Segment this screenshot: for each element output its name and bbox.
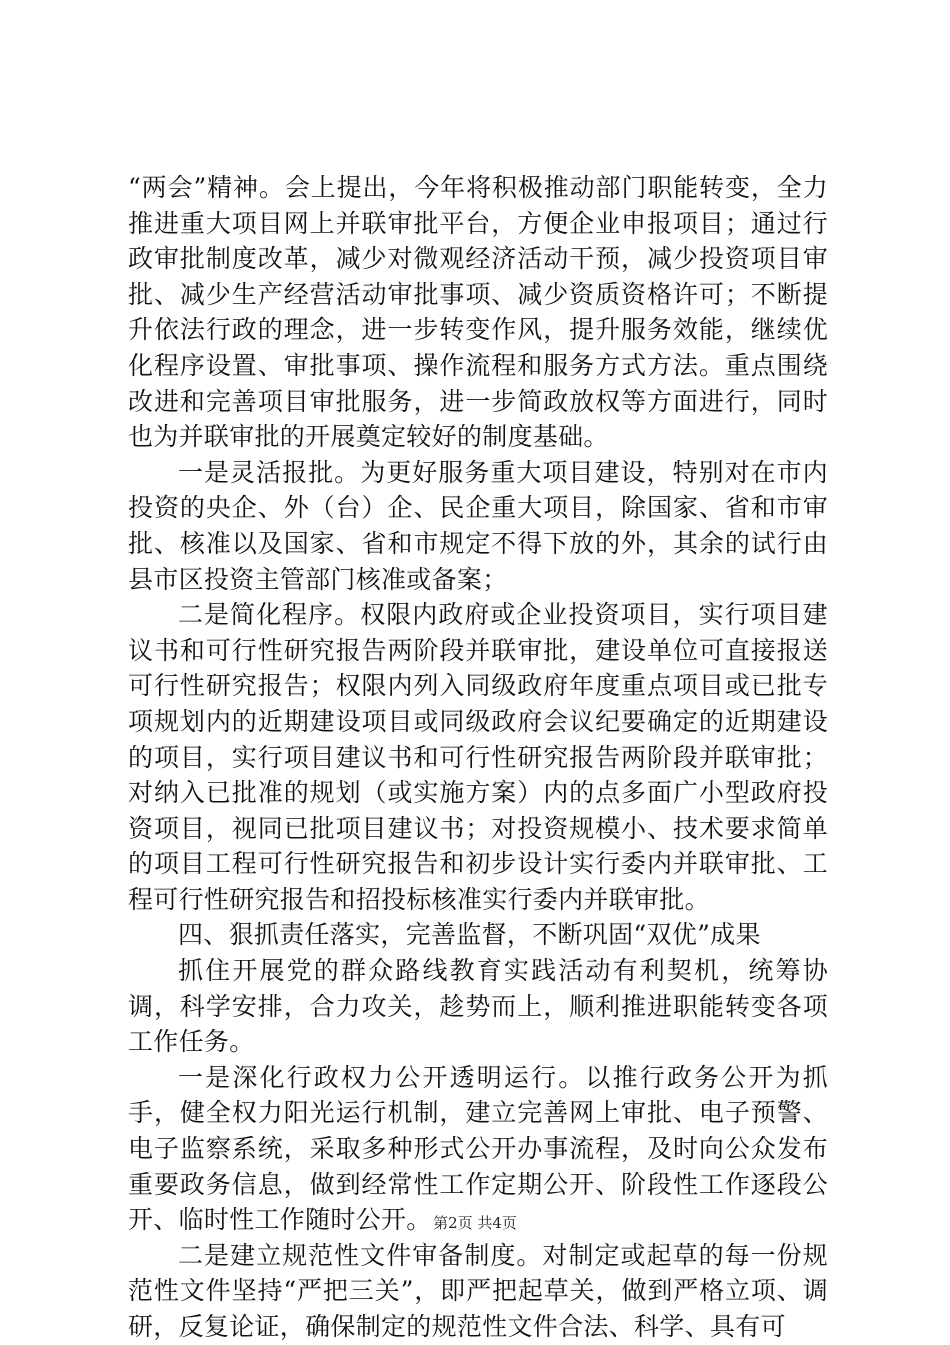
paragraph-2: 一是灵活报批。为更好服务重大项目建设，特别对在市内投资的央企、外（台）企、民企重大项目，除国家、省和市审批、核准以及国家、省和市规定不得下放的外，其余的试行由县市区投资主管部门核准或备案； xyxy=(128,457,828,594)
paragraph-1: “两会”精神。会上提出，今年将积极推动部门职能转变，全力推进重大项目网上并联审批平台，方便企业申报项目；通过行政审批制度改革，减少对微观经济活动干预，减少投资项目审批、减少生产经营活动审批事项、减少资质资格许可；不断提升依法行政的理念，进一步转变作风，提升服务效能，继续优化程序设置、审批事项、操作流程和服务方式方法。重点围绕改进和完善项目审批服务，进一步简政放权等方面进行，同时也为并联审批的开展奠定较好的制度基础。 xyxy=(128,173,828,452)
paragraph-6: 一是深化行政权力公开透明运行。以推行政务公开为抓手，健全权力阳光运行机制，建立完善网上审批、电子预警、电子监察系统，采取多种形式公开办事流程，及时向公众发布重要政务信息，做到经常性工作定期公开、阶段性工作逐段公开、临时性工作随时公开。 xyxy=(128,1062,828,1235)
section-heading: 四、狠抓责任落实，完善监督，不断巩固“双优”成果 xyxy=(178,920,761,950)
paragraph-5: 抓住开展党的群众路线教育实践活动有利契机，统筹协调，科学安排，合力攻关，趁势而上，顺利推进职能转变各项工作任务。 xyxy=(128,956,828,1057)
paragraph-7: 二是建立规范性文件审备制度。对制定或起草的每一份规范性文件坚持“严把三关”，即严把起草关，做到严格立项、调研，反复论证，确保制定的规范性文件合法、科学、具有可 xyxy=(128,1240,828,1341)
paragraph-3: 二是简化程序。权限内政府或企业投资项目，实行项目建议书和可行性研究报告两阶段并联审批，建设单位可直接报送可行性研究报告；权限内列入同级政府年度重点项目或已批专项规划内的近期建设项目或同级政府会议纪要确定的近期建设的项目，实行项目建议书和可行性研究报告两阶段并联审批；对纳入已批准的规划（或实施方案）内的点多面广小型政府投资项目，视同已批项目建议书；对投资规模小、技术要求简单的项目工程可行性研究报告和初步设计实行委内并联审批、工程可行性研究报告和招投标核准实行委内并联审批。 xyxy=(128,600,828,914)
document-body xyxy=(128,170,828,1345)
page-number-footer: 第2页 共4页 xyxy=(433,1214,517,1232)
